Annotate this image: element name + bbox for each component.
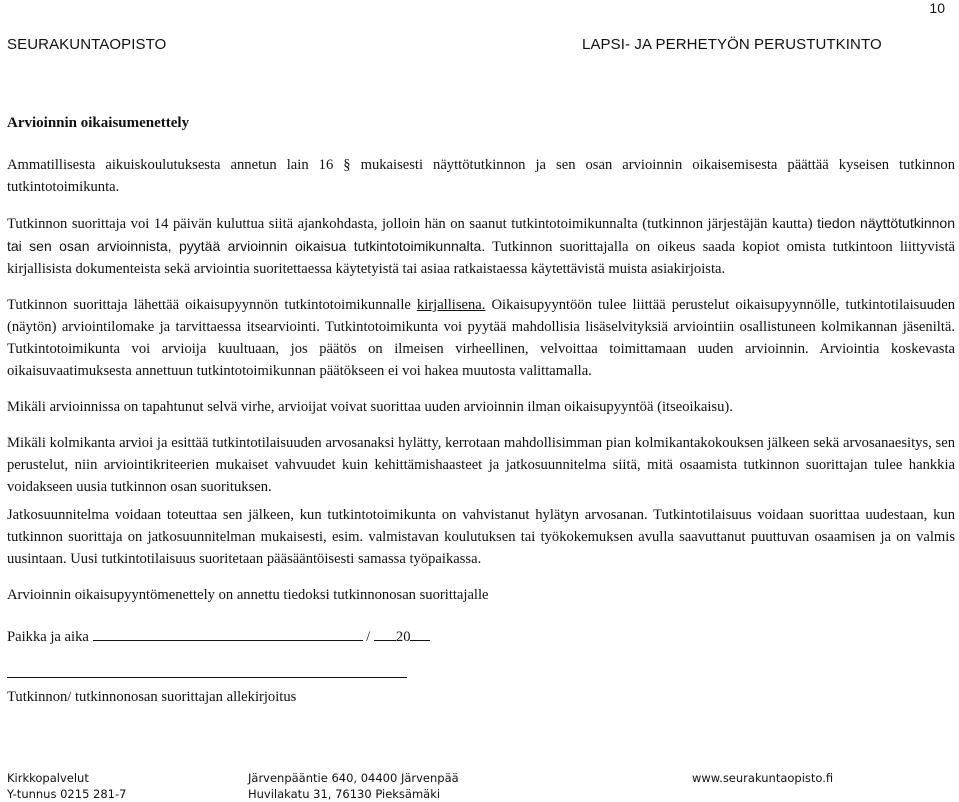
footer-addresses: [248, 770, 459, 802]
year-prefix: 20: [395, 629, 411, 645]
section-heading: Arvioinnin oikaisumenettely: [7, 115, 190, 131]
paragraph-request-timing-sans: tiedon näyttötutkinnon tai sen osan arvioinnista, pyytää arvioinnin oikaisua tutkintotoimikunnalta.: [7, 215, 955, 254]
place-date-row: [7, 626, 955, 648]
date-day-line[interactable]: [374, 626, 396, 641]
paragraph-request-timing: [7, 212, 955, 280]
paragraph-acknowledgement: Arvioinnin oikaisupyyntömenettely on annettu tiedoksi tutkinnonosan suorittajalle: [7, 587, 489, 603]
paragraph-follow-up-plan: Jatkosuunnitelma voidaan toteuttaa sen jälkeen, kun tutkintotoimikunta on vahvistanut hylätyn arvosanan. Tutkintotilaisuus voidaan suorittaa uudestaan, kun tutkinnon suorittaja on jatkosuunnitelman mukaisesti, esim. valmistavan koulutuksen tai työkokemuksen avulla saavuttanut puuttuvan osaamisen ja on valmis uusintaan. Uusi tutkintotilaisuus suoritetaan pääsääntöisesti samassa työpaikassa.: [7, 507, 955, 567]
signature-line[interactable]: [7, 676, 407, 678]
footer-business-id: Y-tunnus 0215 281-7: [7, 787, 127, 801]
place-date-input-line[interactable]: [93, 626, 363, 641]
written-emphasis: kirjallisena.: [416, 297, 486, 313]
place-date-label: Paikka ja aika: [7, 629, 89, 645]
main-content: [7, 112, 955, 708]
paragraph-legal-basis: Ammatillisesta aikuiskoulutuksesta annetun lain 16 § mukaisesti näyttötutkinnon ja sen osan arvioinnin oikaisemisesta päättää kyseisen tutkinnon tutkintotoimikunta.: [7, 157, 955, 195]
page-number: 10: [929, 0, 945, 16]
paragraph-failed-grade: Mikäli kolmikanta arvioi ja esittää tutkintotilaisuuden arvosanaksi hylätty, kerrotaan mahdollisimman pian kolmikantakokouksen jälkeen sekä arvosanaesitys, sen perustelut, niin arviointikriteerien mukaiset vahvuudet kuin kehittämishaasteet ja jatkosuunnitelma siitä, mitä osaamista tutkinnon suorittajan tulee hankkia voidakseen uusia tutkinnon osan suorituksen.: [7, 435, 955, 495]
footer-website-link[interactable]: www.seurakuntaopisto.fi: [692, 771, 834, 785]
paragraph-request-timing-b: Tutkinnon suorittajalla on oikeus saada kopiot omista tutkintoon liittyvistä kirjallisista dokumenteista sekä arviointia suoritettaessa käytetyistä tai asiaa ratkaistaessa käytettävistä muista asiakirjoista.: [7, 239, 955, 277]
year-suffix-line[interactable]: [410, 626, 430, 641]
footer-address-2: Huvilakatu 31, 76130 Pieksämäki: [248, 787, 441, 801]
paragraph-request-procedure: [7, 294, 955, 382]
paragraph-request-timing-a: Tutkinnon suorittaja voi 14 päivän kuluttua siitä ajankohdasta, jolloin hän on saanut tutkintotoimikunnalta (tutkinnon järjestäjän kautta): [7, 216, 818, 232]
header-right: LAPSI- JA PERHETYÖN PERUSTUTKINTO: [582, 36, 882, 53]
footer-address-1: Järvenpääntie 640, 04400 Järvenpää: [248, 771, 459, 785]
paragraph-self-correction: Mikäli arvioinnissa on tapahtunut selvä virhe, arvioijat voivat suorittaa uuden arvioinnin ilman oikaisupyyntöä (itseoikaisu).: [7, 399, 733, 415]
footer-website: [692, 770, 833, 786]
date-slash: /: [366, 629, 371, 645]
paragraph-request-procedure-a: Tutkinnon suorittaja lähettää oikaisupyynnön tutkintotoimikunnalle: [7, 297, 417, 313]
signature-label: Tutkinnon/ tutkinnonosan suorittajan allekirjoitus: [7, 689, 297, 705]
header-left: SEURAKUNTAOPISTO: [7, 36, 167, 53]
paragraph-request-procedure-b: Oikaisupyyntöön tulee liittää perustelut oikaisupyynnölle, tutkintotilaisuuden (näytön) arviointilomake ja tarvittaessa itsearviointi. Tutkintotoimikunta voi pyytää mahdollisia lisäselvityksiä arviointiin osallistuneen kolmikannan jäseniltä. Tutkintotoimikunta voi arvioija kuultuaan, jos päätös on ilmeisen virheellinen, velvoittaa toimittamaan uuden arvioinnin. Arviointia koskevasta oikaisuvaatimuksesta annettuun tutkintotoimikunnan päätökseen ei voi hakea muutosta valittamalla.: [7, 297, 955, 379]
footer-organization: [7, 770, 126, 802]
footer-org-name: Kirkkopalvelut: [7, 771, 89, 785]
